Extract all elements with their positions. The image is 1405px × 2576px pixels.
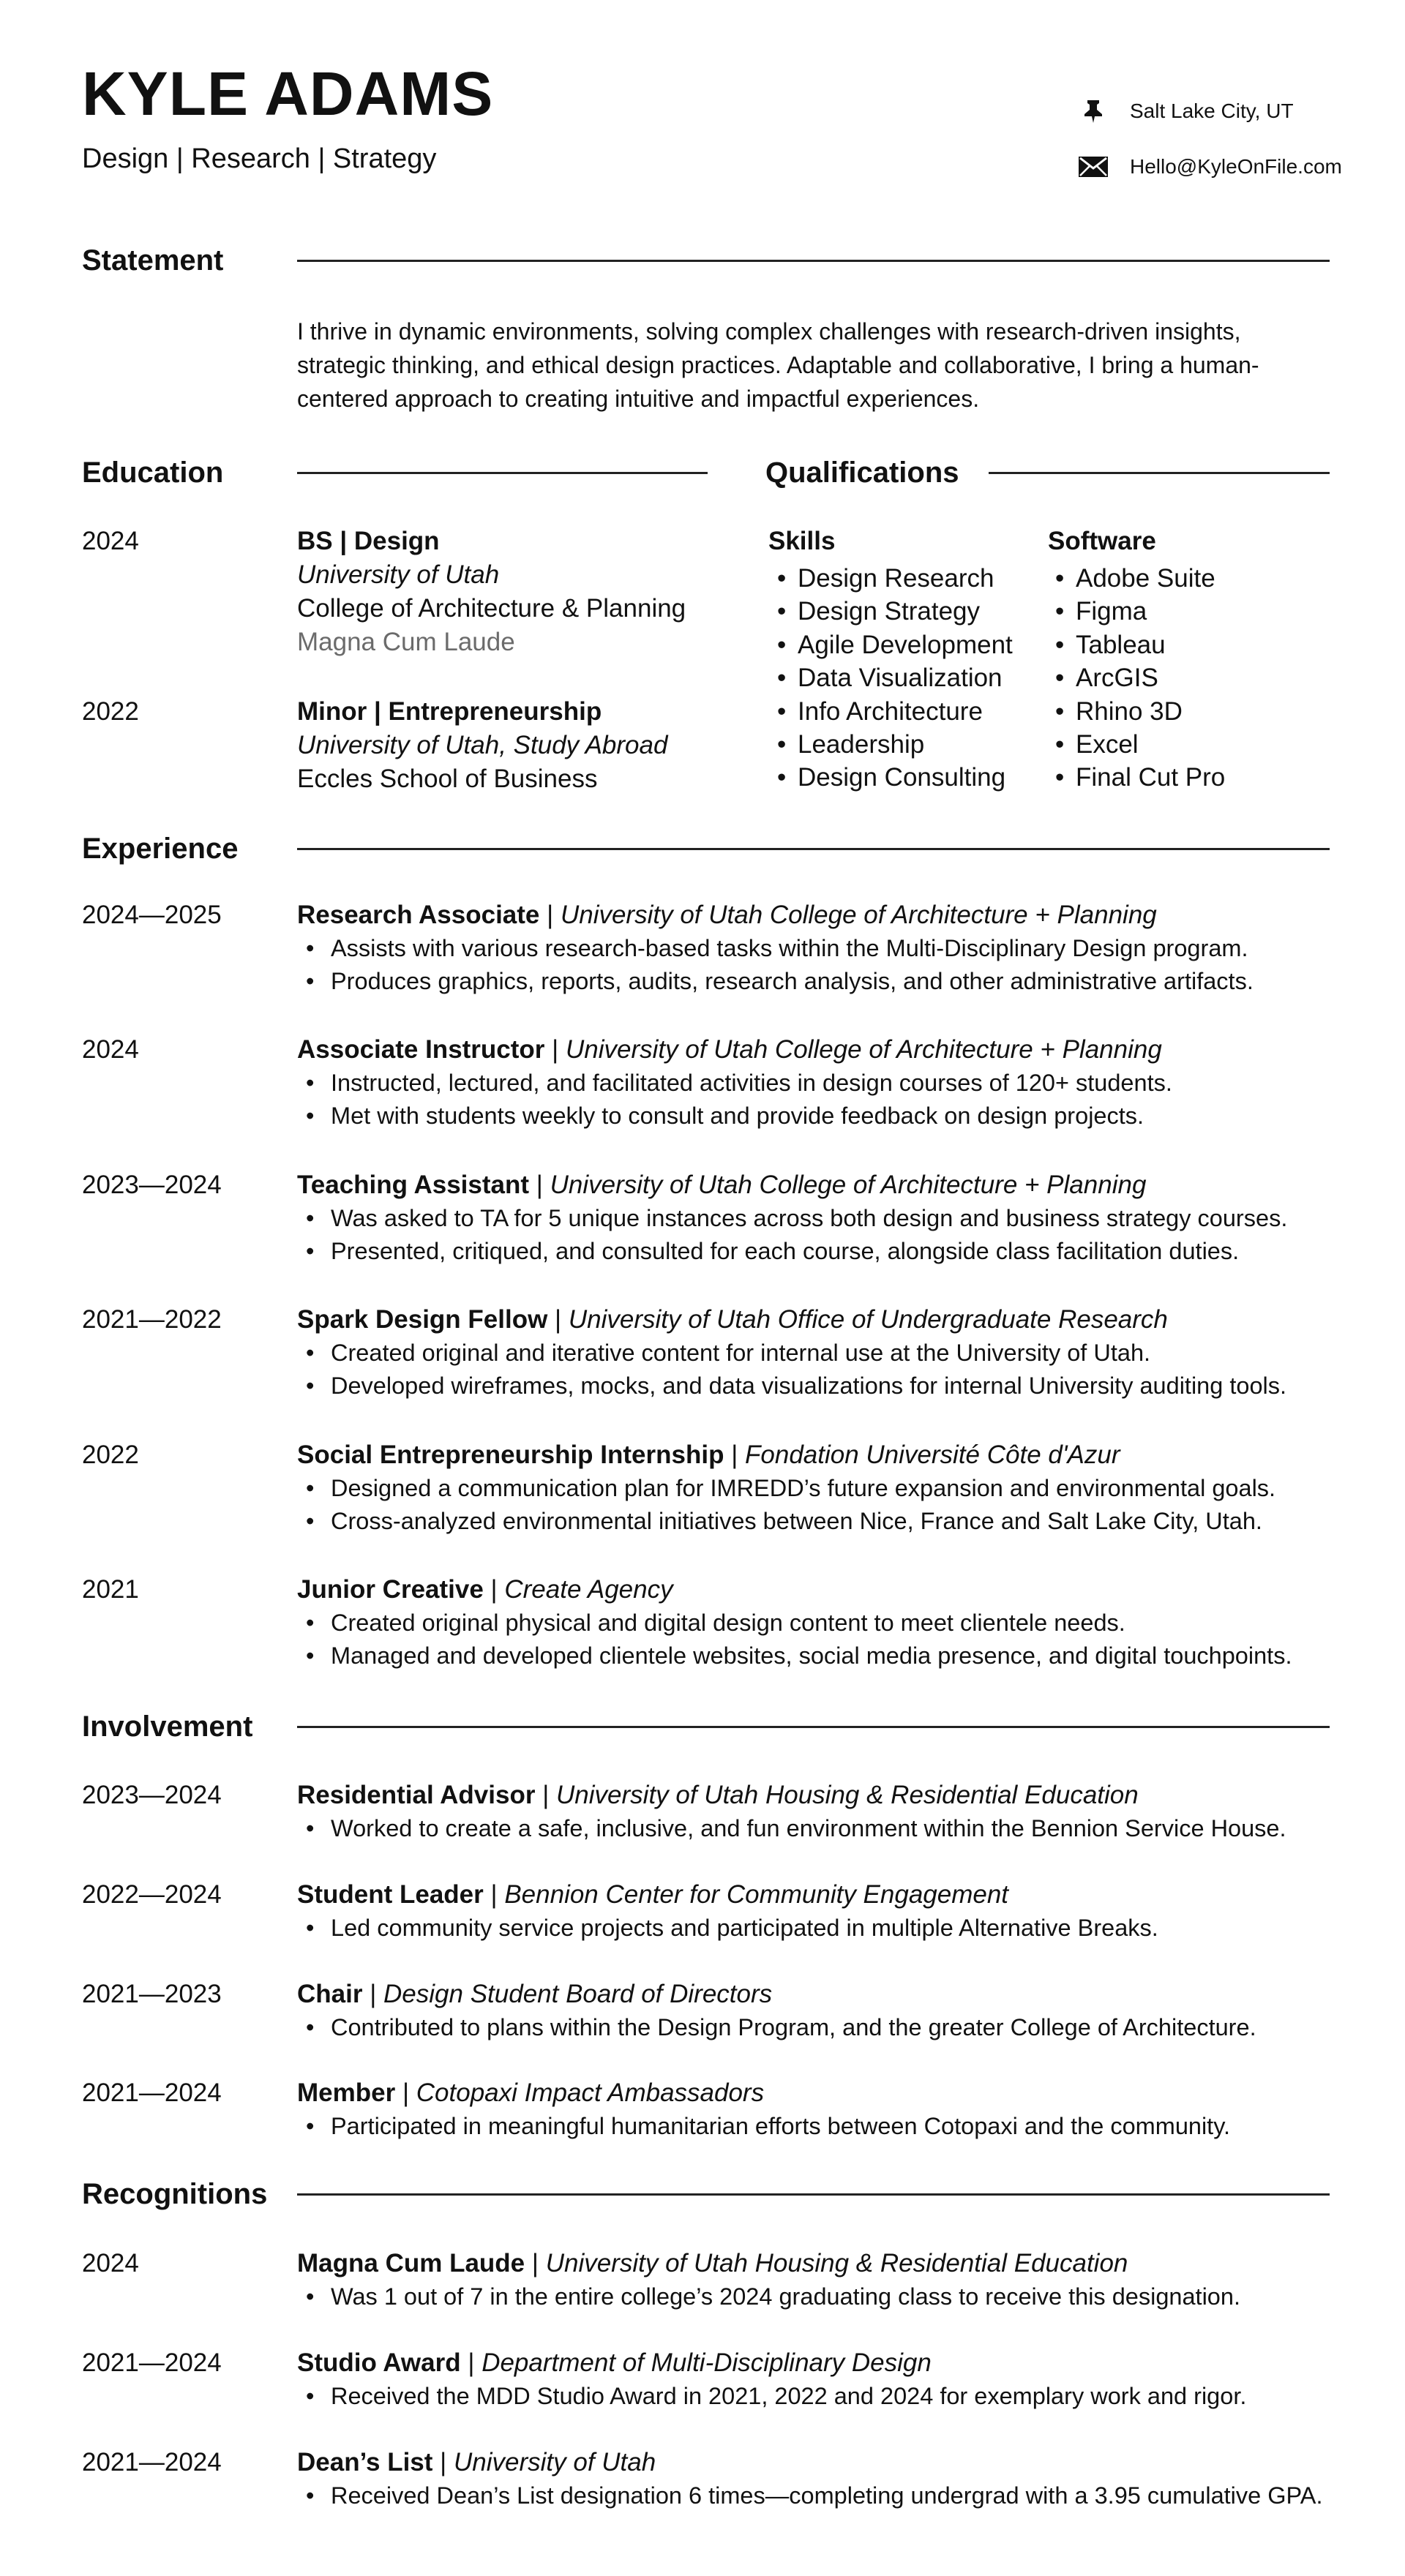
entry-bullet: • Assists with various research-based tasks within the Multi-Disciplinary Design program. <box>297 932 1329 965</box>
software-item: • ArcGIS <box>1051 661 1225 694</box>
entry-role: Dean’s List <box>297 2448 433 2477</box>
entry-bullet: • Produces graphics, reports, audits, research analysis, and other administrative artifacts. <box>297 965 1329 998</box>
entry-role: Studio Award <box>297 2348 461 2377</box>
software-item: • Adobe Suite <box>1051 562 1225 595</box>
entry-org: Create Agency <box>504 1575 673 1604</box>
entry-role: Student Leader <box>297 1880 484 1909</box>
section-title: Statement <box>82 244 224 277</box>
entry-years: 2021—2024 <box>82 2079 222 2107</box>
entry-separator: | <box>547 901 554 929</box>
entry-org: University of Utah Housing & Residential Education <box>545 2249 1128 2278</box>
entry-separator: | <box>490 1880 498 1909</box>
entry-years: 2021 <box>82 1575 139 1604</box>
entry-bullet: • Led community service projects and participated in multiple Alternative Breaks. <box>297 1912 1329 1945</box>
section-rule <box>297 1726 1330 1728</box>
section-rule <box>989 472 1330 474</box>
entry-org: Department of Multi-Disciplinary Design <box>482 2348 932 2377</box>
entry-bullet: • Was 1 out of 7 in the entire college’s 2024 graduating class to receive this designation. <box>297 2280 1329 2313</box>
skills-title: Skills <box>768 527 836 555</box>
entry-bullet: • Created original and iterative content for internal use at the University of Utah. <box>297 1337 1329 1370</box>
entry-years: 2024 <box>82 1035 139 1064</box>
entry-years: 2022—2024 <box>82 1880 222 1909</box>
education-degree: Minor | Entrepreneurship <box>297 697 602 726</box>
skill-item: • Info Architecture <box>773 695 1013 728</box>
entry-role: Junior Creative <box>297 1575 484 1604</box>
entry-bullet: • Met with students weekly to consult and provide feedback on design projects. <box>297 1100 1329 1133</box>
entry-bullet: • Cross-analyzed environmental initiatives between Nice, France and Salt Lake City, Utah. <box>297 1505 1329 1538</box>
entry-separator: | <box>490 1575 498 1604</box>
entry-bullet: • Contributed to plans within the Design Program, and the greater College of Architecture. <box>297 2011 1329 2044</box>
entry-separator: | <box>468 2348 475 2377</box>
section-heading-qualifications <box>765 458 1330 487</box>
entry-role: Teaching Assistant <box>297 1171 530 1199</box>
entry-years: 2021—2024 <box>82 2448 222 2477</box>
skill-item: • Leadership <box>773 728 1013 761</box>
entry-years: 2021—2023 <box>82 1980 222 2008</box>
education-college: College of Architecture & Planning <box>297 594 686 623</box>
entry-bullet: • Received the MDD Studio Award in 2021, 2022 and 2024 for exemplary work and rigor. <box>297 2380 1329 2413</box>
entry-bullet: • Received Dean’s List designation 6 times—completing undergrad with a 3.95 cumulative GPA. <box>297 2479 1329 2512</box>
entry-role: Associate Instructor <box>297 1035 545 1064</box>
entry-bullet: • Participated in meaningful humanitarian efforts between Cotopaxi and the community. <box>297 2110 1329 2143</box>
section-heading-recognitions <box>82 2179 1330 2209</box>
entry-bullet: • Worked to create a safe, inclusive, and fun environment within the Bennion Service House. <box>297 1812 1329 1845</box>
entry-bullet: • Developed wireframes, mocks, and data visualizations for internal University auditing tools. <box>297 1370 1329 1402</box>
entry-bullet: • Presented, critiqued, and consulted for each course, alongside class facilitation duties. <box>297 1235 1329 1268</box>
entry-org: University of Utah College of Architecture + Planning <box>550 1171 1147 1199</box>
entry-bullet: • Was asked to TA for 5 unique instances across both design and business strategy courses. <box>297 1202 1329 1235</box>
section-title: Education <box>82 457 224 489</box>
entry-years: 2021—2022 <box>82 1305 222 1334</box>
skill-item: • Design Consulting <box>773 761 1013 794</box>
entry-years: 2022 <box>82 1441 139 1469</box>
entry-role: Member <box>297 2079 396 2107</box>
section-title: Experience <box>82 833 239 865</box>
entry-separator: | <box>531 2249 539 2278</box>
entry-years: 2024—2025 <box>82 901 222 929</box>
entry-separator: | <box>555 1305 562 1334</box>
entry-separator: | <box>552 1035 559 1064</box>
education-year: 2022 <box>82 697 139 726</box>
entry-role: Magna Cum Laude <box>297 2249 525 2278</box>
entry-org: Design Student Board of Directors <box>383 1980 773 2008</box>
contact-location <box>1077 99 1294 123</box>
education-degree: BS | Design <box>297 527 440 555</box>
entry-org: Fondation Université Côte d'Azur <box>745 1441 1120 1469</box>
section-heading-statement <box>82 246 1330 275</box>
software-item: • Figma <box>1051 595 1225 628</box>
software-item: • Rhino 3D <box>1051 695 1225 728</box>
section-heading-education <box>82 458 708 487</box>
entry-org: Cotopaxi Impact Ambassadors <box>416 2079 765 2107</box>
entry-role: Spark Design Fellow <box>297 1305 548 1334</box>
location-text: Salt Lake City, UT <box>1130 99 1294 122</box>
entry-years: 2021—2024 <box>82 2348 222 2377</box>
entry-org: University of Utah Office of Undergraduate Research <box>568 1305 1168 1334</box>
section-title: Qualifications <box>765 457 959 489</box>
contact-email[interactable] <box>1077 155 1342 179</box>
education-school: University of Utah, Study Abroad <box>297 731 668 759</box>
software-item: • Tableau <box>1051 628 1225 661</box>
section-rule <box>297 2193 1330 2196</box>
software-item: • Final Cut Pro <box>1051 761 1225 794</box>
section-rule <box>297 260 1330 262</box>
entry-org: University of Utah Housing & Residential Education <box>556 1781 1139 1809</box>
email-link[interactable]: Hello@KyleOnFile.com <box>1130 155 1342 178</box>
software-title: Software <box>1048 527 1156 555</box>
entry-bullet: • Instructed, lectured, and facilitated activities in design courses of 120+ students. <box>297 1067 1329 1100</box>
entry-bullet: • Managed and developed clientele websites, social media presence, and digital touchpoints. <box>297 1640 1329 1672</box>
skill-item: • Design Research <box>773 562 1013 595</box>
skills-list <box>773 562 1013 795</box>
entry-role: Social Entrepreneurship Internship <box>297 1441 724 1469</box>
skill-item: • Design Strategy <box>773 595 1013 628</box>
statement-text: I thrive in dynamic environments, solving complex challenges with research-driven insights, strategic thinking, and ethical design practices. Adaptable and collaborative, I bring a human-centered approach to creating intuitive and impactful experiences. <box>297 318 1259 412</box>
entry-separator: | <box>370 1980 377 2008</box>
education-college: Eccles School of Business <box>297 765 598 793</box>
section-heading-experience <box>82 834 1330 863</box>
section-title: Involvement <box>82 1711 253 1743</box>
skill-item: • Data Visualization <box>773 661 1013 694</box>
education-year: 2024 <box>82 527 139 555</box>
entry-separator: | <box>402 2079 410 2107</box>
entry-separator: | <box>440 2448 447 2477</box>
entry-bullet: • Created original physical and digital design content to meet clientele needs. <box>297 1607 1329 1640</box>
entry-years: 2023—2024 <box>82 1171 222 1199</box>
entry-org: University of Utah College of Architecture + Planning <box>566 1035 1162 1064</box>
software-item: • Excel <box>1051 728 1225 761</box>
skill-item: • Agile Development <box>773 628 1013 661</box>
education-honor: Magna Cum Laude <box>297 628 515 656</box>
section-rule <box>297 472 708 474</box>
entry-org: University of Utah College of Architecture + Planning <box>560 901 1157 929</box>
tagline: Design | Research | Strategy <box>82 143 437 174</box>
software-list <box>1051 562 1225 795</box>
section-rule <box>297 848 1330 850</box>
candidate-name: KYLE ADAMS <box>82 59 494 128</box>
entry-role: Residential Advisor <box>297 1781 536 1809</box>
entry-years: 2024 <box>82 2249 139 2278</box>
entry-org: University of Utah <box>454 2448 656 2477</box>
education-school: University of Utah <box>297 560 500 589</box>
envelope-icon <box>1077 155 1109 179</box>
section-title: Recognitions <box>82 2178 268 2210</box>
entry-role: Chair <box>297 1980 363 2008</box>
section-heading-involvement <box>82 1712 1330 1741</box>
entry-separator: | <box>731 1441 738 1469</box>
entry-separator: | <box>536 1171 543 1199</box>
entry-years: 2023—2024 <box>82 1781 222 1809</box>
pin-icon <box>1077 99 1109 123</box>
entry-bullet: • Designed a communication plan for IMREDD’s future expansion and environmental goals. <box>297 1472 1329 1505</box>
entry-separator: | <box>542 1781 550 1809</box>
entry-org: Bennion Center for Community Engagement <box>504 1880 1009 1909</box>
entry-role: Research Associate <box>297 901 540 929</box>
